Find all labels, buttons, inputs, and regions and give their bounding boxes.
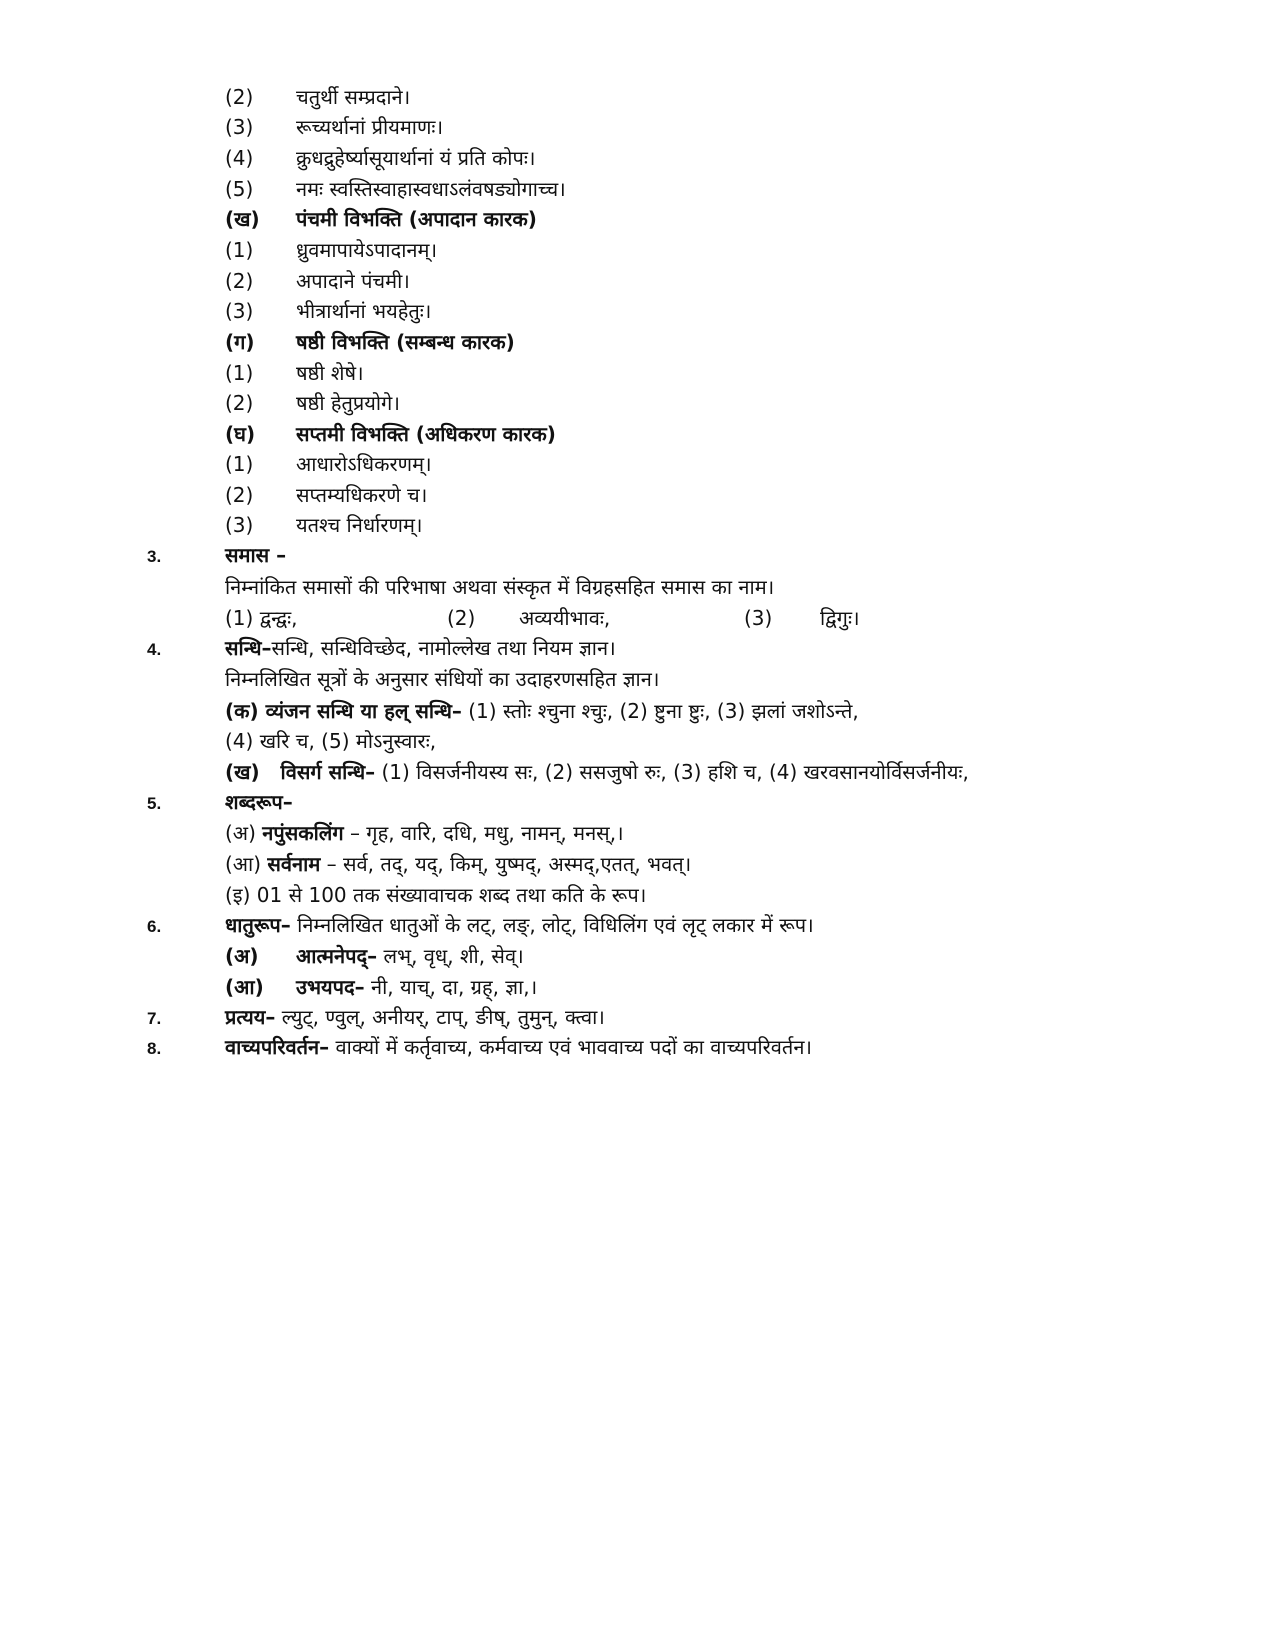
section-heading: शब्दरूप–: [225, 790, 293, 814]
list-item-number: (1): [225, 238, 254, 262]
list-label: आत्मनेपद्–: [296, 944, 378, 968]
section-heading-rest: निम्नलिखित धातुओं के लट्, लङ्, लोट्, विधिलिंग एवं लृट् लकार में रूप।: [297, 913, 814, 937]
section-number: 7.: [147, 1009, 162, 1028]
section-text: ल्युट्, ण्वुल्, अनीयर्, टाप्, ङीष्, तुमुन्, क्त्वा।: [281, 1005, 605, 1029]
subsection-title: पंचमी विभक्ति (अपादान कारक): [296, 207, 537, 231]
list-item-number: (2): [225, 269, 254, 293]
list-item-text: ध्रुवमापायेऽपादानम्।: [296, 238, 438, 262]
list-line: [296, 943, 524, 969]
list-item-number: (2): [225, 391, 254, 415]
list-prefix: (आ): [225, 852, 262, 876]
list-item-number: (3): [225, 299, 254, 323]
list-line: [225, 820, 624, 846]
section-heading: वाच्यपरिवर्तन–: [225, 1035, 330, 1059]
section-line: [225, 912, 814, 938]
list-item-number: (3): [225, 115, 254, 139]
list-item-text: आधारोऽधिकरणम्।: [296, 452, 432, 476]
list-prefix: (अ): [225, 944, 259, 968]
list-item-number: (2): [225, 85, 254, 109]
section-heading: प्रत्यय–: [225, 1005, 276, 1029]
section-description: निम्नांकित समासों की परिभाषा अथवा संस्कृत में विग्रहसहित समास का नाम।: [225, 575, 775, 599]
list-item-text: भीत्रार्थानां भयहेतुः।: [296, 299, 432, 323]
list-item-number: (4): [225, 146, 254, 170]
option-number: (2): [447, 606, 476, 630]
list-label: नपुंसकलिंग: [262, 821, 344, 845]
list-item-text: अपादाने पंचमी।: [296, 269, 410, 293]
list-prefix: (आ): [225, 975, 264, 999]
option-number: (3): [744, 606, 773, 630]
list-text: (इ) 01 से 100 तक संख्यावाचक शब्द तथा कति के रूप।: [225, 883, 647, 907]
sandhi-text: (1) स्तोः श्चुना श्चुः, (2) ष्टुना ष्टुः, (3) झलां जशोऽन्ते,: [468, 699, 859, 723]
sandhi-text: (4) खरि च, (5) मोऽनुस्वारः,: [225, 729, 437, 753]
section-heading: सन्धि–: [225, 636, 272, 660]
section-description: निम्नलिखित सूत्रों के अनुसार संधियों का उदाहरणसहित ज्ञान।: [225, 667, 660, 691]
list-item-text: षष्ठी हेतुप्रयोगे।: [296, 391, 400, 415]
subsection-title: सप्तमी विभक्ति (अधिकरण कारक): [296, 422, 556, 446]
list-line: [296, 974, 537, 1000]
sandhi-text: (1) विसर्जनीयस्य सः, (2) ससजुषो रुः, (3) हशि च, (4) खरवसानयोर्विसर्जनीयः,: [381, 760, 969, 784]
list-item-text: सप्तम्यधिकरणे च।: [296, 483, 428, 507]
list-item-number: (2): [225, 483, 254, 507]
list-text: – गृह, वारि, दधि, मधु, नामन्, मनस्,।: [349, 821, 624, 845]
list-prefix: (अ): [225, 821, 256, 845]
list-item-text: चतुर्थी सम्प्रदाने।: [296, 85, 411, 109]
sandhi-line: [225, 759, 969, 785]
section-number: 8.: [147, 1039, 162, 1058]
option-text: अव्ययीभावः,: [519, 606, 611, 630]
subsection-title: षष्ठी विभक्ति (सम्बन्ध कारक): [296, 330, 515, 354]
list-label: उभयपद–: [296, 975, 365, 999]
section-number: 6.: [147, 917, 162, 936]
list-item-number: (1): [225, 452, 254, 476]
list-line: [225, 851, 691, 877]
list-item-number: (5): [225, 177, 254, 201]
section-text: वाक्यों में कर्तृवाच्य, कर्मवाच्य एवं भाववाच्य पदों का वाच्यपरिवर्तन।: [335, 1035, 813, 1059]
subsection-label: (ग): [225, 330, 255, 354]
subsection-label: (घ): [225, 422, 256, 446]
section-heading-rest: सन्धि, सन्धिविच्छेद, नामोल्लेख तथा नियम ज्ञान।: [271, 636, 616, 660]
section-line: [225, 1004, 605, 1030]
sandhi-line: [225, 698, 859, 724]
list-text: – सर्व, तद्, यद्, किम्, युष्मद्, अस्मद्,एतत्, भवत्।: [326, 852, 692, 876]
section-heading: धातुरूप–: [225, 913, 291, 937]
list-item-text: नमः स्वस्तिस्वाहास्वधाऽलंवषड्योगाच्च।: [296, 177, 566, 201]
section-heading: समास –: [225, 543, 287, 567]
list-item-text: क्रुधद्रुहेर्ष्यासूयार्थानां यं प्रति कोपः।: [296, 146, 536, 170]
section-number: 4.: [147, 640, 162, 659]
section-number: 3.: [147, 547, 162, 566]
sandhi-label: (ख) विसर्ग सन्धि–: [225, 760, 376, 784]
option-text: (1) द्वन्द्वः,: [225, 606, 298, 630]
sandhi-label: (क) व्यंजन सन्धि या हल् सन्धि–: [225, 699, 462, 723]
list-item-text: यतश्च निर्धारणम्।: [296, 513, 423, 537]
list-item-text: षष्ठी शेषे।: [296, 361, 364, 385]
section-line: [225, 635, 616, 661]
list-item-number: (3): [225, 513, 254, 537]
option-text: द्विगुः।: [820, 606, 860, 630]
section-line: [225, 1034, 812, 1060]
list-text: नी, याच्, दा, ग्रह्, ज्ञा,।: [370, 975, 538, 999]
list-item-number: (1): [225, 361, 254, 385]
section-number: 5.: [147, 794, 162, 813]
list-label: सर्वनाम: [267, 852, 321, 876]
list-text: लभ्, वृध्, शी, सेव्।: [383, 944, 524, 968]
list-item-text: रूच्यर्थानां प्रीयमाणः।: [296, 115, 444, 139]
subsection-label: (ख): [225, 207, 260, 231]
